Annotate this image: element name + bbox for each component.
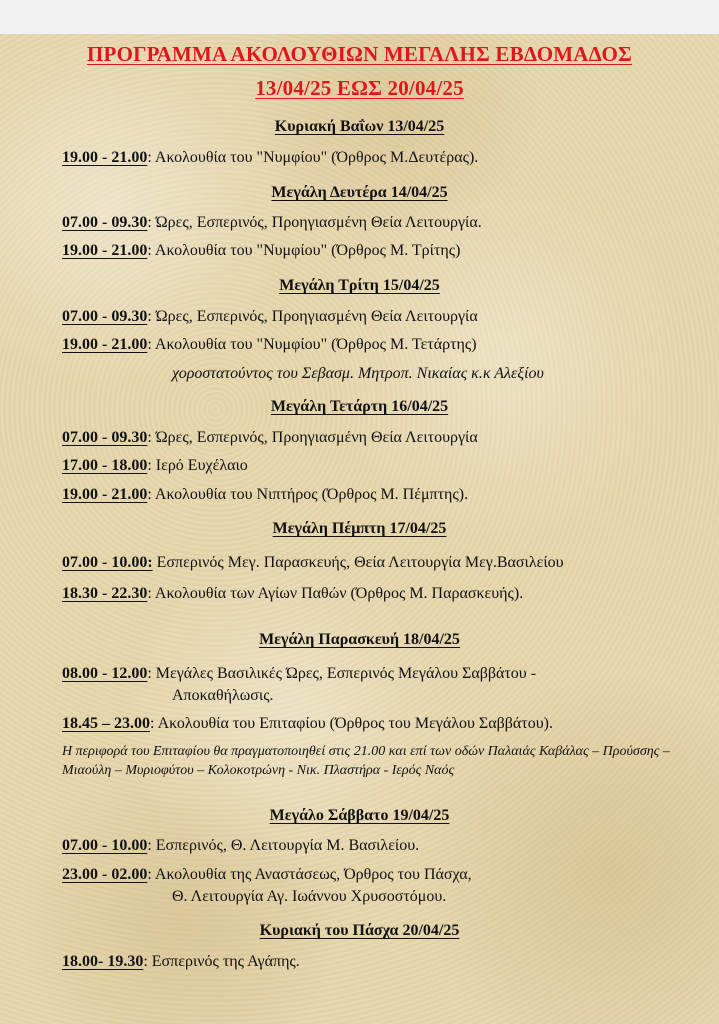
schedule-entry (62, 454, 712, 477)
entry-text: : Ακολουθία του Νιπτήρος (Όρθρος Μ. Πέμπτης). (147, 486, 469, 503)
entry-time: 18.30 - 22.30 (62, 585, 148, 602)
entry-continuation: Αποκαθήλωσις. (172, 687, 274, 704)
entry-time: 07.00 - 09.30 (62, 214, 148, 231)
entry-time: 08.00 - 12.00 (62, 665, 148, 682)
schedule-entry (62, 950, 712, 973)
entry-time: 07.00 - 10.00: (62, 554, 153, 571)
entry-time: 23.00 - 02.00 (62, 866, 148, 883)
entry-continuation: χοροστατούντος του Σεβασμ. Μητροπ. Νικαίας κ.κ Αλεξίου (172, 365, 544, 382)
entry-text: : Ώρες, Εσπερινός, Προηγιασμένη Θεία Λειτουργία. (147, 214, 482, 231)
entry-time: 07.00 - 10.00 (62, 837, 148, 854)
entry-time: 18.45 – 23.00 (62, 715, 150, 732)
entry-time: 19.00 - 21.00 (62, 336, 148, 353)
schedule-entry (62, 483, 712, 506)
day-heading-holy-monday: Μεγάλη Δευτέρα 14/04/25 (271, 184, 448, 201)
entry-time: 19.00 - 21.00 (62, 486, 148, 503)
entry-time: 19.00 - 21.00 (62, 149, 148, 166)
entry-text: : Ακολουθία του Επιταφίου (Όρθρος του Μεγάλου Σαββάτου). (150, 715, 553, 732)
schedule-entry (62, 662, 712, 685)
entry-time: 17.00 - 18.00 (62, 457, 148, 474)
schedule-entry (62, 211, 712, 234)
day-heading-holy-friday: Μεγάλη Παρασκευή 18/04/25 (259, 631, 460, 648)
entry-text: : Εσπερινός, Θ. Λειτουργία Μ. Βασιλείου. (147, 837, 420, 854)
procession-note: Η περιφορά του Επιταφίου θα πραγματοποιηθεί στις 21.00 και επί των οδών Παλαιάς Καβάλας – Προύσσης – Μιαούλη – Μυριοφύτου – Κολοκοτρώνη - Νικ. Πλαστήρα - Ιερός Ναός (62, 744, 670, 778)
document-title: ΠΡΟΓΡΑΜΜΑ ΑΚΟΛΟΥΘΙΩΝ ΜΕΓΑΛΗΣ ΕΒΔΟΜΑΔΟΣ (87, 42, 632, 66)
schedule-entry (62, 239, 712, 262)
entry-time: 07.00 - 09.30 (62, 429, 148, 446)
entry-text: : Ιερό Ευχέλαιο (147, 457, 248, 474)
entry-text: : Ακολουθία της Αναστάσεως, Όρθρος του Πάσχα, (147, 866, 472, 883)
top-band (0, 0, 719, 34)
day-heading-easter-sunday: Κυριακή του Πάσχα 20/04/25 (259, 922, 460, 939)
entry-time: 07.00 - 09.30 (62, 308, 148, 325)
schedule-entry (62, 582, 712, 605)
day-heading-holy-thursday: Μεγάλη Πέμπτη 17/04/25 (272, 520, 447, 537)
document-date-range: 13/04/25 ΕΩΣ 20/04/25 (255, 76, 464, 100)
entry-continuation: Θ. Λειτουργία Αγ. Ιωάννου Χρυσοστόμου. (172, 888, 447, 905)
entry-time: 18.00- 19.30 (62, 953, 144, 970)
entry-text: : Ακολουθία του "Νυμφίου" (Όρθρος Μ.Δευτέρας). (147, 149, 479, 166)
day-heading-holy-saturday: Μεγάλο Σάββατο 19/04/25 (269, 807, 450, 824)
schedule-entry (62, 712, 712, 735)
day-heading-palm-sunday: Κυριακή Βαΐων 13/04/25 (274, 118, 445, 135)
schedule-entry (62, 426, 712, 449)
entry-text: : Ακολουθία του "Νυμφίου" (Όρθρος Μ. Τετάρτης) (147, 336, 477, 353)
schedule-entry (62, 333, 712, 356)
entry-text: : Ώρες, Εσπερινός, Προηγιασμένη Θεία Λειτουργία (147, 308, 478, 325)
day-heading-holy-tuesday: Μεγάλη Τρίτη 15/04/25 (279, 277, 440, 294)
day-heading-holy-wednesday: Μεγάλη Τετάρτη 16/04/25 (270, 398, 449, 415)
entry-time: 19.00 - 21.00 (62, 242, 148, 259)
entry-text: : Ακολουθία των Αγίων Παθών (Όρθρος Μ. Παρασκευής). (147, 585, 524, 602)
schedule-entry (62, 305, 712, 328)
entry-text: : Μεγάλες Βασιλικές Ώρες, Εσπερινός Μεγάλου Σαββάτου - (147, 665, 537, 682)
entry-text: : Ακολουθία του "Νυμφίου" (Όρθρος Μ. Τρίτης) (147, 242, 461, 259)
schedule-entry (62, 551, 712, 574)
schedule-entry (62, 834, 712, 857)
entry-text: : Εσπερινός της Αγάπης. (143, 953, 300, 970)
entry-text: : Ώρες, Εσπερινός, Προηγιασμένη Θεία Λειτουργία (147, 429, 478, 446)
schedule-entry (62, 146, 712, 169)
entry-text: Εσπερινός Μεγ. Παρασκευής, Θεία Λειτουργία Μεγ.Βασιλείου (152, 554, 564, 571)
schedule-entry (62, 863, 712, 886)
